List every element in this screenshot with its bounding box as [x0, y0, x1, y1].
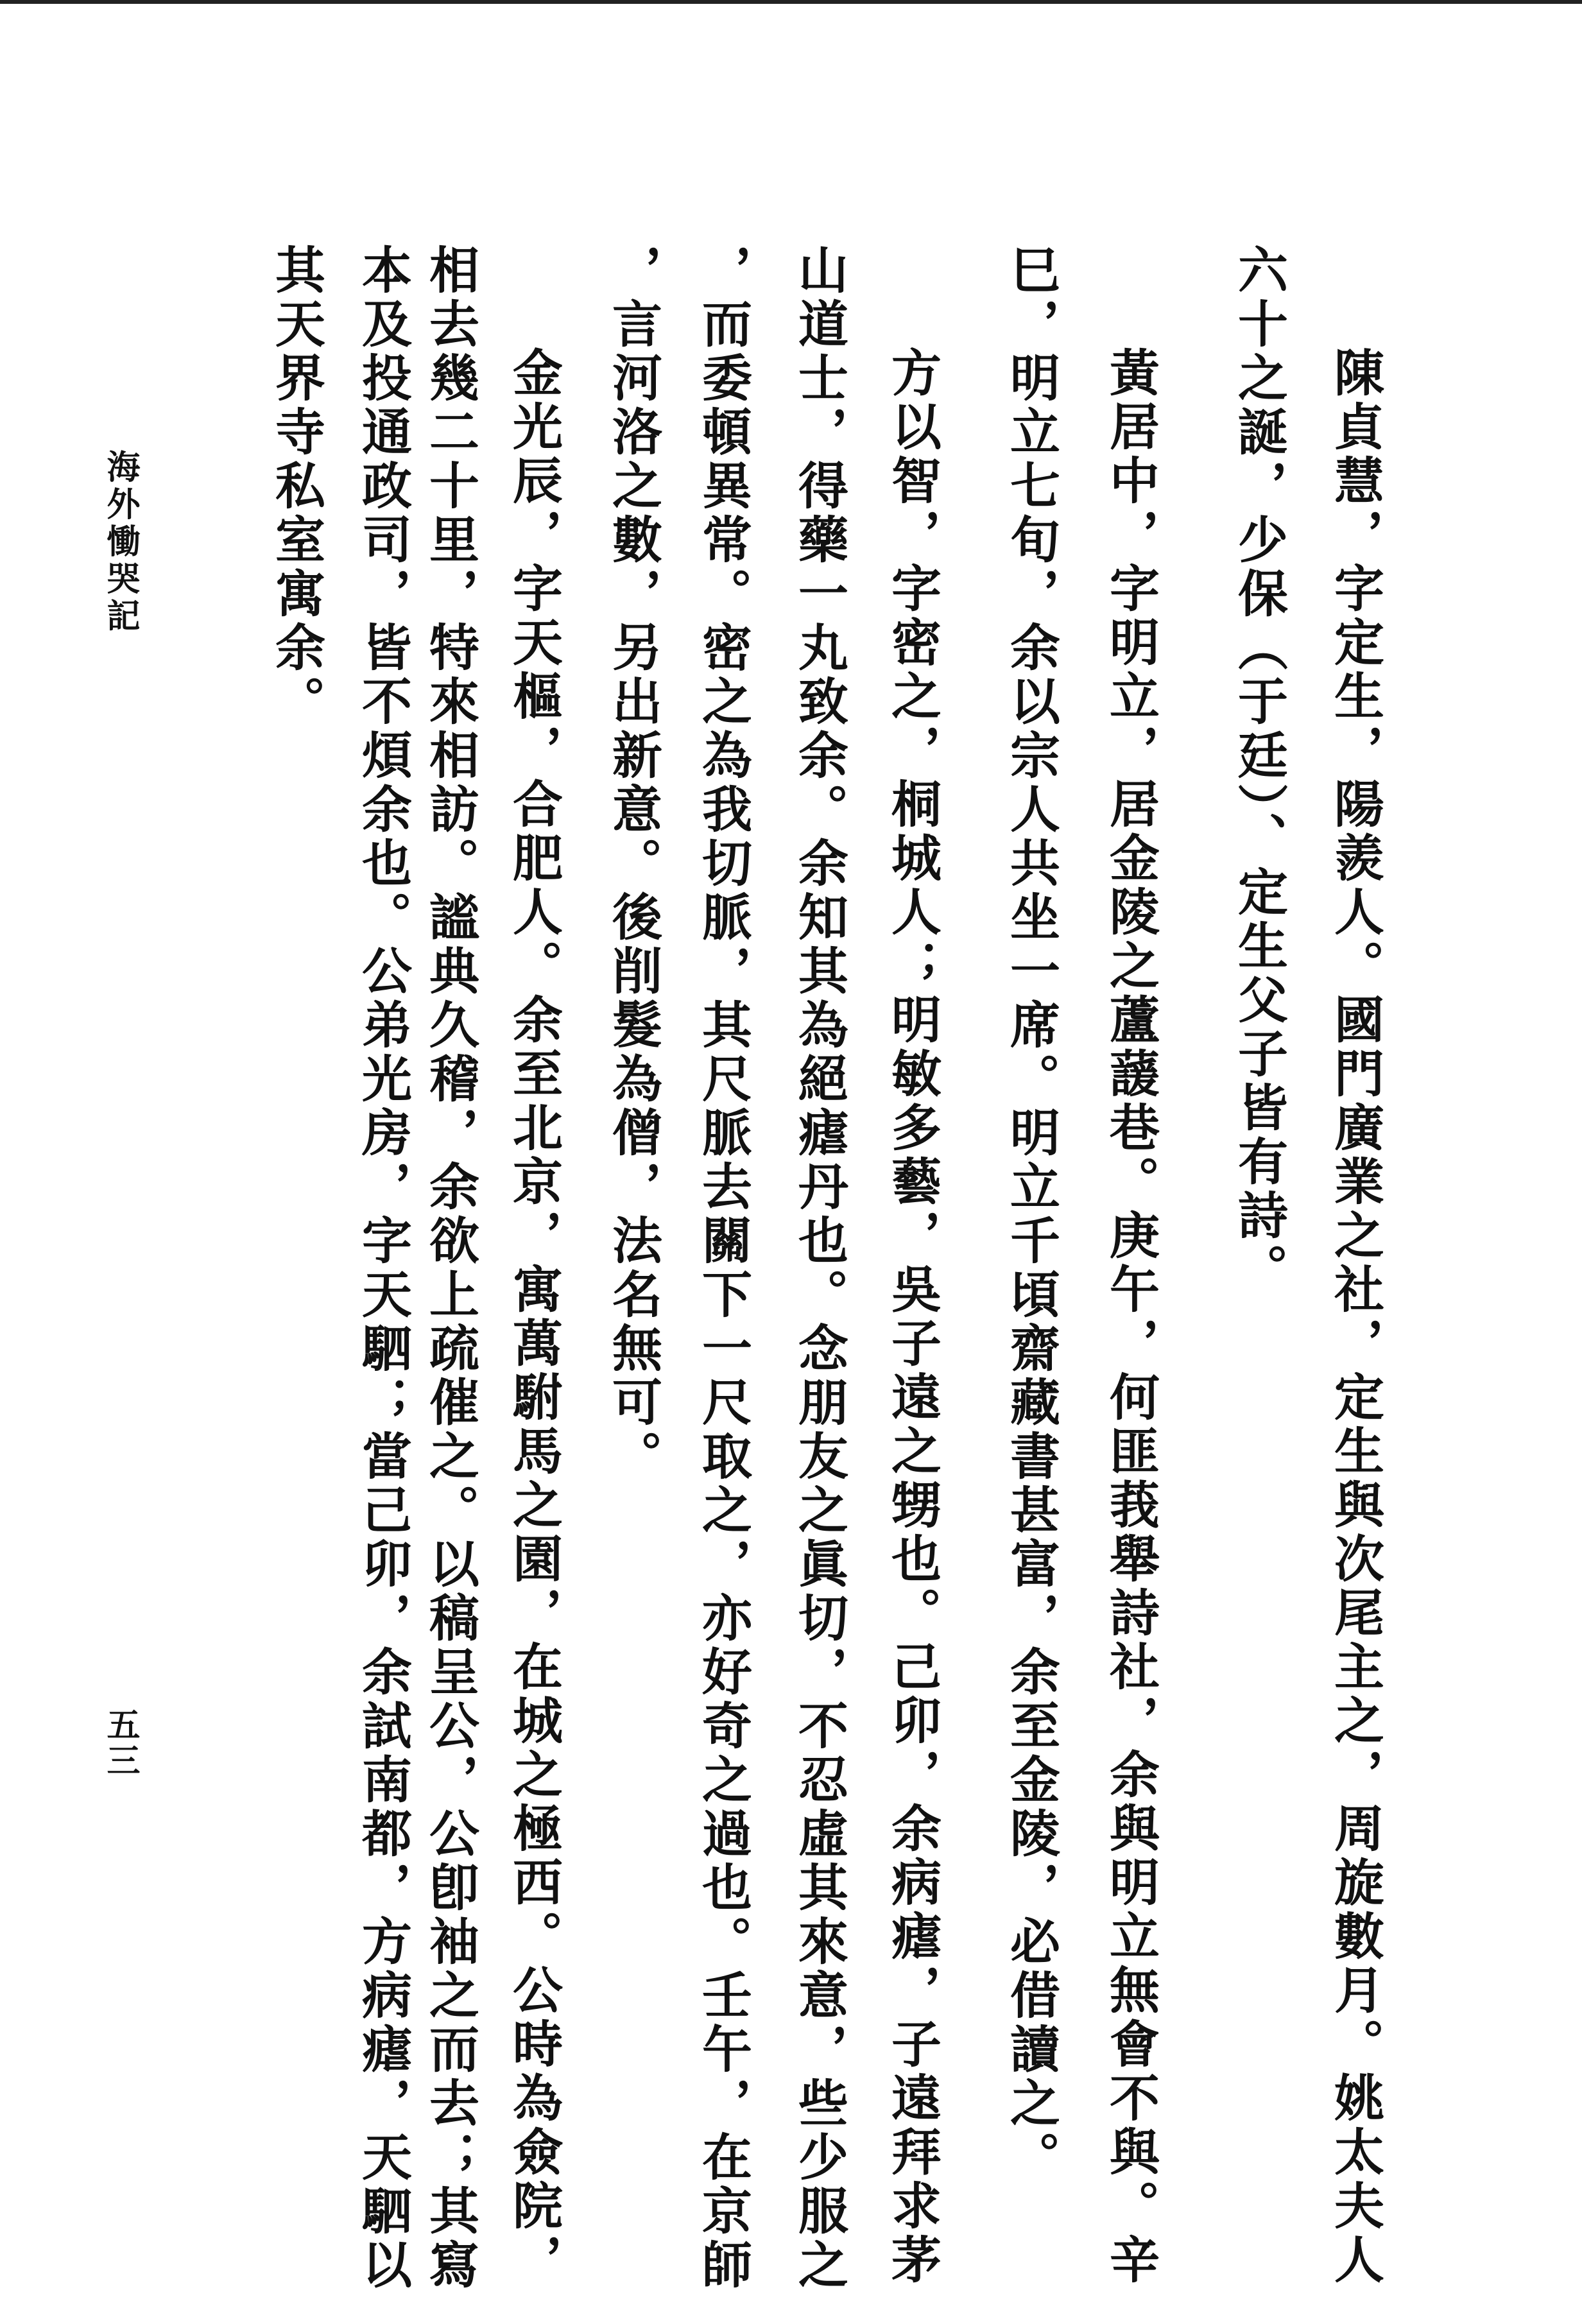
text-column: 金光辰，字天樞，合肥人。余至北京，寓萬駙馬之園，在城之極西。公時為僉院， [504, 347, 563, 2287]
text-column: 相去幾二十里，特來相訪。謐典久稽，余欲上疏催之。以稿呈公，公卽袖之而去；其寫 [421, 244, 479, 2293]
text-column: 本及投通政司，皆不煩余也。公弟光房，字天駟；當己卯，余試南都，方病瘧，天駟以 [354, 244, 412, 2293]
text-column: 方以智，字密之，桐城人；明敏多藝，吳子遠之甥也。己卯，余病瘧，子遠拜求茅 [883, 347, 941, 2287]
top-border-rule [0, 0, 1582, 4]
text-column: 陳貞慧，字定生，陽羨人。國門廣業之社，定生與次尾主之，周旋數月。姚太夫人 [1326, 347, 1384, 2287]
vertical-text-body [0, 244, 1582, 2293]
text-column: 山道士，得藥一丸致余。余知其為絕瘧丹也。念朋友之眞切，不忍虛其來意，些少服之 [790, 244, 848, 2293]
text-column: ，言河洛之數，另出新意。後削髮為僧，法名無可。 [604, 244, 662, 1484]
text-column: 其天界寺私室寓余。 [267, 244, 325, 729]
running-head: 海外慟哭記 [101, 449, 140, 635]
text-column: ，而委頓異常。密之為我切脈，其尺脈去關下一尺取之，亦好奇之過也。壬午，在京師 [694, 244, 752, 2293]
text-column: 黃居中，字明立，居金陵之蘆蘐巷。庚午，何匪莪舉詩社，余與明立無會不與。辛 [1101, 347, 1160, 2287]
text-column: 巳，明立七旬，余以宗人共坐一席。明立千頃齋藏書甚富，余至金陵，必借讀之。 [1002, 244, 1060, 2185]
page-number: 五三 [101, 1707, 140, 1779]
text-column: 六十之誕，少保（于廷）、定生父子皆有詩。 [1230, 244, 1288, 1297]
